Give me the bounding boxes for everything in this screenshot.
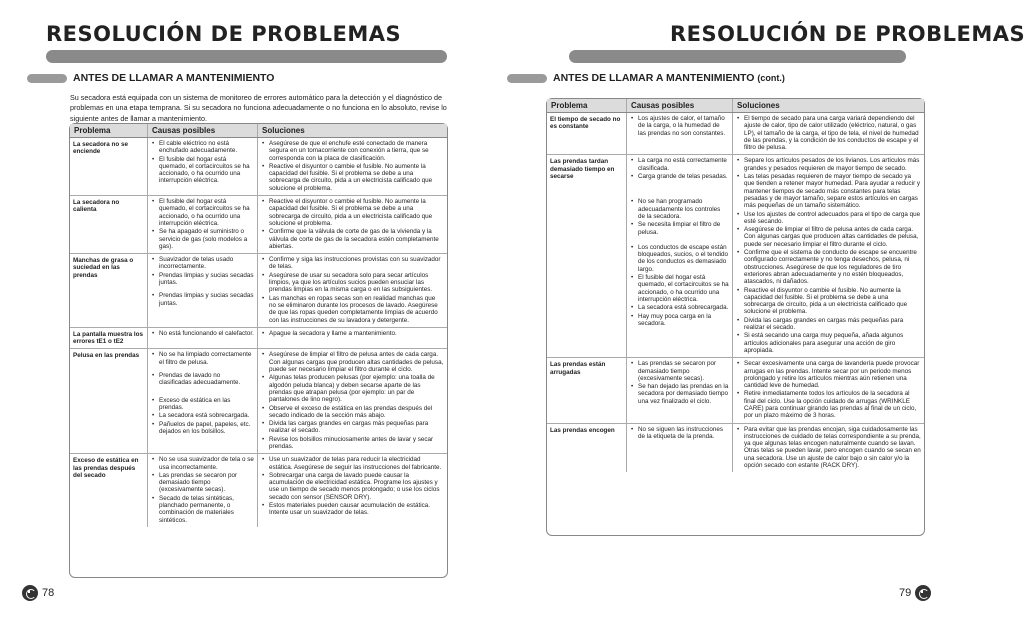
solution-item: • Asegúrese de limpiar el filtro de pelusa antes de cada carga. Con algunas cargas que producen altas cantidades de pelusa, puede ser necesario limpiar el filtro durante el ciclo. [736, 226, 921, 248]
solution-item: • Secar excesivamente una carga de lavandería puede provocar arrugas en las prendas. Intente secar por un periodo menos prolongado y retire los artículos mientras aún retienen una cantidad leve de humedad. [736, 360, 921, 389]
solution-item: • Sobrecargar una carga de lavado puede causar la acumulación de electricidad estática. Programe los ajustes y use un tiempo de secado menos prolongado; o use los ciclos secado con sensor (SENSOR DRY). [261, 472, 444, 501]
solution-item: • Para evitar que las prendas encojan, siga cuidadosamente las instrucciones de cuidado de telas correspondiente a su prenda, ya que algunas telas encogen naturalmente cuando se lavan. Otras telas se pueden lavar, pero encogen cuando se secan en una secadora. Use un ajuste de calor bajo o sin calor y/o la opción secado con estante (RACK DRY). [736, 426, 921, 470]
solutions-cell [258, 328, 447, 349]
solutions-cell [258, 254, 447, 327]
solution-item: • Divida las cargas grandes en cargas más pequeñas para realizar el secado. [261, 420, 444, 435]
solution-item: • Apague la secadora y llame a mantenimiento. [261, 330, 444, 337]
problem-cell: Exceso de estática en las prendas después del secado [70, 454, 148, 527]
section-heading: ANTES DE LLAMAR A MANTENIMIENTO (cont.) [507, 72, 785, 84]
cause-item: • No se han programado adecuadamente los controles de la secadora. [630, 198, 729, 220]
page-title: RESOLUCIÓN DE PROBLEMAS [46, 22, 402, 46]
cause-item: • El cable eléctrico no está enchufado adecuadamente. [151, 140, 254, 155]
cause-item: • Hay muy poca carga en la secadora. [630, 313, 729, 328]
solutions-cell [258, 454, 447, 527]
cause-item: • No se ha limpiado correctamente el filtro de pelusa. [151, 351, 254, 366]
solution-item: • Observe el exceso de estática en las prendas después del secado indicado de la sección más abajo. [261, 405, 444, 420]
solution-item: • Reactive el disyuntor o cambie el fusible. No aumente la capacidad del fusible. Si el problema se debe a una sobrecarga de circuito, pida a un electricista calificado que solucione el problema. [261, 198, 444, 227]
column-header: Problema [70, 124, 148, 137]
cause-item: • El fusible del hogar está quemado, el cortacircuitos se ha accionado, o ha ocurrido una interrupción eléctrica. [151, 198, 254, 227]
cause-item: • Pañuelos de papel, papeles, etc. dejados en los bolsillos. [151, 421, 254, 436]
table-row [547, 424, 924, 473]
causes-cell [627, 155, 733, 357]
cause-item: • Prendas limpias y sucias secadas juntas. [151, 292, 254, 307]
problem-cell: La pantalla muestra los errores tE1 o tE2 [70, 328, 148, 349]
table-row [70, 254, 447, 328]
page-number: 78 [22, 585, 54, 601]
cause-item: • Los ajustes de calor, el tamaño de la carga, o la humedad de las prendas no son constantes. [630, 115, 729, 137]
page-number: 79 [899, 585, 931, 601]
solution-item: • Asegúrese de usar su secadora solo para secar artículos limpios, ya que los artículos sucios pueden ensuciar las prendas limpias en la misma carga o en las subsiguientes. [261, 272, 444, 294]
cause-item: • La secadora está sobrecargada. [630, 304, 729, 311]
problem-cell: Las prendas tardan demasiado tiempo en secarse [547, 155, 627, 357]
table-row [70, 138, 447, 196]
column-header: Soluciones [737, 101, 780, 110]
solution-item: • Separe los artículos pesados de los livianos. Los artículos más grandes y pesados requieren de mayor tiempo de secado. [736, 157, 921, 172]
column-header: Problema [547, 99, 627, 112]
problem-cell: Manchas de grasa o suciedad en las prendas [70, 254, 148, 327]
table-row [547, 358, 924, 423]
troubleshooting-table [69, 123, 448, 578]
cause-item: • Prendas limpias y sucias secadas juntas. [151, 272, 254, 287]
causes-cell [627, 424, 733, 473]
solution-item: • Reactive el disyuntor o cambie el fusible. No aumente la capacidad del fusible. Si el problema se debe a una sobrecarga de circuito, pida a un electricista calificado que solucione el problema. [261, 163, 444, 192]
cause-item: • El fusible del hogar está quemado, el cortacircuitos se ha accionado, o ha ocurrido una interrupción eléctrica. [630, 274, 729, 303]
solution-item: • Algunas telas producen pelusas (por ejemplo: una toalla de algodón peluda blanca) y deben secarse aparte de las prendas que atrapan pelusa (por ejemplo: un par de pantalones de lino negro). [261, 374, 444, 403]
cause-item: • Secado de telas sintéticas, planchado permanente, o combinación de materiales sintéticos. [151, 495, 254, 524]
table-row [547, 155, 924, 358]
solutions-cell [258, 138, 447, 195]
solution-item: • Reactive el disyuntor o cambie el fusible. No aumente la capacidad del fusible. Si el problema se debe a una sobrecarga de circuito, pida a un electricista calificado que solucione el problema. [736, 287, 921, 316]
solution-item: • Confirme que la válvula de corte de gas de la vivienda y la válvula de corte de gas de la secadora estén completamente abiertas. [261, 228, 444, 250]
cause-item: • Las prendas se secaron por demasiado tiempo (excesivamente secas). [630, 360, 729, 382]
title-bar [569, 50, 906, 63]
cause-item: • Suavizador de telas usado incorrectamente. [151, 256, 254, 271]
solution-item: • El tiempo de secado para una carga variará dependiendo del ajuste de calor, tipo de calor utilizado (eléctrico, natural, o gas LP), el tamaño de la carga, el tipo de tela, el nivel de humedad de las prendas, y la condición de los conductos de escape y el filtro de pelusa. [736, 115, 921, 151]
solution-item: • Asegúrese de que el enchufe esté conectado de manera segura en un tomacorriente con conexión a tierra, que se corresponda con la placa de clasificación. [261, 140, 444, 162]
causes-cell [148, 349, 258, 453]
problem-cell: Las prendas están arrugadas [547, 358, 627, 422]
problem-cell: La secadora no se enciende [70, 138, 148, 195]
solutions-cell [733, 424, 924, 473]
cause-item: • Se han dejado las prendas en la secadora por demasiado tiempo una vez finalizado el ciclo. [630, 383, 729, 405]
right-page [477, 0, 1025, 618]
causes-cell [148, 454, 258, 527]
cause-item: • Se necesita limpiar el filtro de pelusa. [630, 221, 729, 236]
problem-cell: Las prendas encogen [547, 424, 627, 473]
causes-cell [148, 328, 258, 349]
table-header [547, 99, 924, 113]
cause-item: • No se usa suavizador de tela o se usa incorrectamente. [151, 456, 254, 471]
title-bar [46, 50, 447, 63]
table-row [70, 328, 447, 350]
troubleshooting-table [546, 98, 925, 536]
solution-item: • Estos materiales pueden causar acumulación de estática. Intente usar un suavizador de telas. [261, 502, 444, 517]
solutions-cell [733, 113, 924, 154]
solution-item: • Confirme y siga las instrucciones provistas con su suavizador de telas. [261, 256, 444, 271]
problem-cell: Pelusa en las prendas [70, 349, 148, 453]
causes-cell [148, 196, 258, 253]
column-header: Soluciones [262, 126, 305, 135]
solution-item: • Retire inmediatamente todos los artículos de la secadora al final del ciclo. Use la opción cuidado de arrugas (WRINKLE CARE) para continuar girando las prendas al final de un ciclo, por un plazo máximo de 3 horas. [736, 390, 921, 419]
cause-item: • Las prendas se secaron por demasiado tiempo (excesivamente secas). [151, 472, 254, 494]
solution-item: • Confirme que el sistema de conducto de escape se encuentre configurado correctamente y no tenga desechos, pelusa, ni obstrucciones. Asegúrese de que los reguladores de tiro exteriores abran adecuadamente y no estén bloqueados, atascados, ni dañados. [736, 249, 921, 285]
solution-item: • Revise los bolsillos minuciosamente antes de lavar y secar prendas. [261, 436, 444, 451]
causes-cell [148, 138, 258, 195]
causes-cell [627, 358, 733, 422]
solution-item: • Use los ajustes de control adecuados para el tipo de carga que esté secando. [736, 211, 921, 226]
cause-item: • El fusible del hogar está quemado, el cortacircuitos se ha accionado, o ha ocurrido una interrupción eléctrica. [151, 156, 254, 185]
column-header: Causas posibles [148, 124, 258, 137]
solution-item: • Las telas pesadas requieren de mayor tiempo de secado ya que tienden a retener mayor humedad. Para ayudar a reducir y mantener tiempos de secado más constantes para telas pesadas y de mayor tamaño, separe estos artículos en cargas más pequeñas de un tamaño sistemático. [736, 173, 921, 209]
cause-item: • No está funcionando el calefactor. [151, 330, 254, 337]
lg-logo-icon [915, 585, 931, 601]
solution-item: • Las manchas en ropas secas son en realidad manchas que no se eliminaron durante los procesos de lavado. Asegúrese de que las ropas queden completamente limpias de acuerdo con las instrucciones de su lavadora y detergente. [261, 295, 444, 324]
section-pill [27, 74, 67, 83]
solutions-cell [733, 358, 924, 422]
cause-item: • No se siguen las instrucciones de la etiqueta de la prenda. [630, 426, 729, 441]
lg-logo-icon [22, 585, 38, 601]
cause-item: • Se ha apagado el suministro o servicio de gas (solo modelos a gas). [151, 228, 254, 250]
cause-item: • La carga no está correctamente clasificada. [630, 157, 729, 172]
section-heading: ANTES DE LLAMAR A MANTENIMIENTO [27, 72, 274, 84]
left-page [0, 0, 477, 618]
cause-item: • Los conductos de escape están bloqueados, sucios, o el tendido de los conductos es demasiado largo. [630, 244, 729, 273]
solution-item: • Si está secando una carga muy pequeña, añada algunos artículos adicionales para asegurar una acción de giro apropiada. [736, 332, 921, 354]
solutions-cell [258, 196, 447, 253]
solution-item: • Asegúrese de limpiar el filtro de pelusa antes de cada carga. Con algunas cargas que producen altas cantidades de pelusa, puede ser necesario limpiar el filtro durante el ciclo. [261, 351, 444, 373]
causes-cell [627, 113, 733, 154]
solutions-cell [733, 155, 924, 357]
table-row [70, 196, 447, 254]
intro-paragraph: Su secadora está equipada con un sistema de monitoreo de errores automático para la detección y el diagnóstico de problemas en una etapa temprana. Si su secadora no funciona adecuadamente o no funciona en lo absoluto, revise lo siguiente antes de llamar a mantenimiento. [70, 93, 447, 123]
column-header: Causas posibles [627, 99, 733, 112]
table-header [70, 124, 447, 138]
solution-item: • Divida las cargas grandes en cargas más pequeñas para realizar el secado. [736, 317, 921, 332]
cause-item: • Exceso de estática en las prendas. [151, 397, 254, 412]
cause-item: • Carga grande de telas pesadas. [630, 173, 729, 180]
problem-cell: La secadora no calienta [70, 196, 148, 253]
section-pill [507, 74, 547, 83]
problem-cell: El tiempo de secado no es constante [547, 113, 627, 154]
solution-item: • Use un suavizador de telas para reducir la electricidad estática. Asegúrese de seguir las instrucciones del fabricante. [261, 456, 444, 471]
solutions-cell [258, 349, 447, 453]
table-row [547, 113, 924, 155]
page-title: RESOLUCIÓN DE PROBLEMAS [670, 22, 1025, 46]
table-row [70, 349, 447, 454]
table-row [70, 454, 447, 527]
cause-item: • Prendas de lavado no clasificadas adecuadamente. [151, 372, 254, 387]
causes-cell [148, 254, 258, 327]
cause-item: • La secadora está sobrecargada. [151, 412, 254, 419]
